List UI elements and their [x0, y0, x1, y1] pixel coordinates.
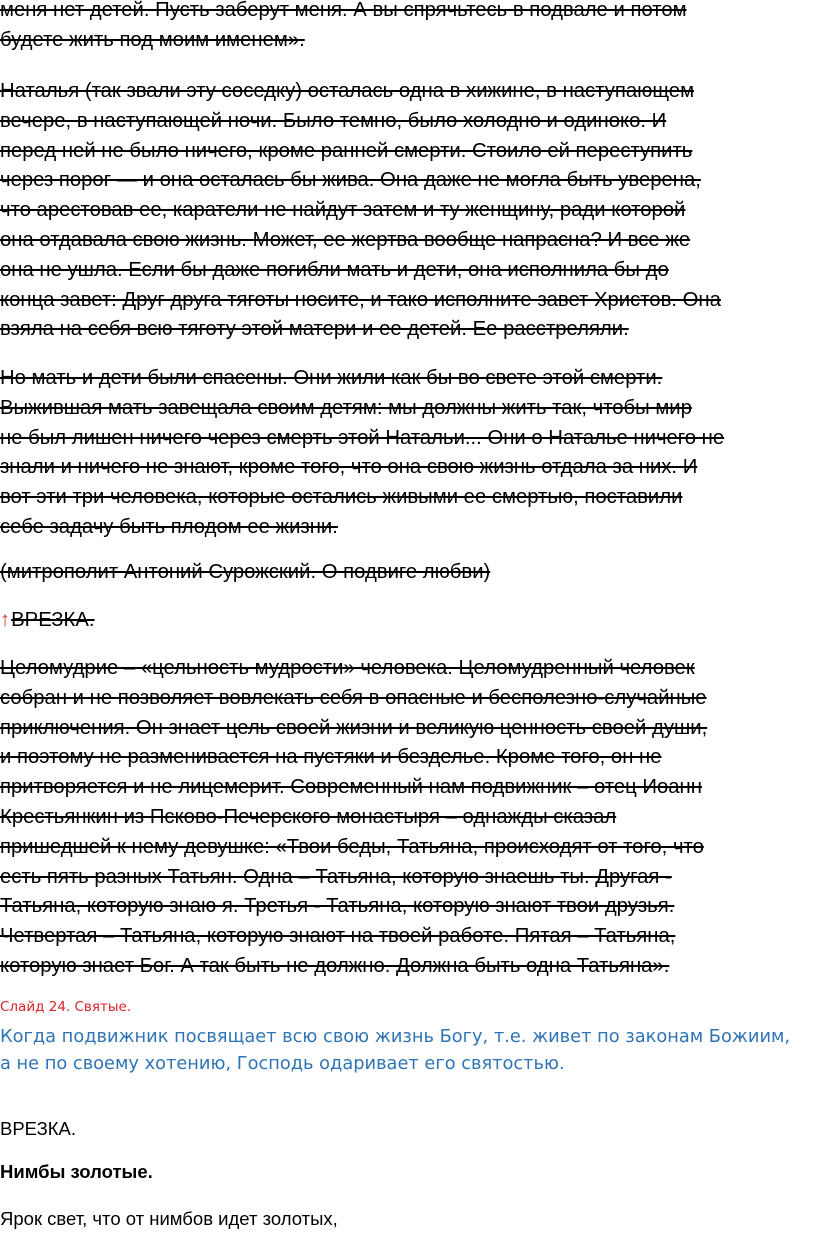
text-line: собран и не позволяет вовлекать себя в опасные и бесполезно-случайные: [0, 686, 707, 709]
insert-label: ВРЕЗКА.: [11, 609, 95, 631]
text-line: вечере, в наступающей ночи. Было темно, было холодно и одиноко. И: [0, 109, 667, 132]
text-line: меня нет детей. Пусть заберут меня. А вы спрячьтесь в подвале и потом: [0, 0, 687, 21]
text-line: конца завет: Друг друга тяготы носите, и тако исполните завет Христов. Она: [0, 288, 721, 311]
text-line: перед ней не было ничего, кроме ранней смерти. Стоило ей переступить: [0, 139, 693, 162]
text-line: есть пять разных Татьян. Одна – Татьяна, которую знаешь ты. Другая -: [0, 865, 672, 888]
text-line: Крестьянкин из Псково-Печерского монастыря – однажды сказал: [0, 805, 617, 828]
text-line: она отдавала свою жизнь. Может, ее жертва вообще напрасна? И все же: [0, 228, 691, 251]
text-line: через порог — и она осталась бы жива. Она даже не могла быть уверена,: [0, 169, 701, 192]
text-line: не был лишен ничего через смерть этой Натальи... Они о Наталье ничего не: [0, 426, 725, 449]
text-line: она не ушла. Если бы даже погибли мать и дети, она исполнила бы до: [0, 258, 669, 281]
text-line: знали и ничего не знают, кроме того, что она свою жизнь отдала за них. И: [0, 456, 698, 479]
paragraph-intro-end: [0, 0, 816, 56]
text-line: Наталья (так звали эту соседку) осталась одна в хижине, в наступающем: [0, 80, 695, 102]
caption-line: Когда подвижник посвящает всю свою жизнь Богу, т.е. живет по законам Божиим,: [0, 1026, 791, 1047]
text-line: Выжившая мать завещала своим детям: мы должны жить так, чтобы мир: [0, 396, 692, 419]
text-line: Четвертая – Татьяна, которую знают на твоей работе. Пятая – Татьяна,: [0, 925, 676, 948]
text-line: притворяется и не лицемерит. Современный нам подвижник – отец Иоанн: [0, 776, 702, 799]
poem-first-line: Ярок свет, что от нимбов идет золотых,: [0, 1208, 338, 1229]
text-line: что арестовав ее, каратели не найдут затем и ту женщину, ради которой: [0, 199, 686, 222]
caption-line: а не по своему хотению, Господь одаривает его святостью.: [0, 1053, 565, 1074]
text-line: вот эти три человека, которые остались живыми ее смертью, поставили: [0, 486, 683, 509]
paragraph-natalya: [0, 77, 816, 345]
paragraph-mother-children: [0, 364, 816, 543]
text-line: и поэтому не разменивается на пустяки и безделье. Кроме того, он не: [0, 746, 662, 769]
slide-label: Слайд 24. Святые.: [0, 999, 132, 1015]
arrow-up-icon: ↑: [0, 609, 11, 631]
poem-title: Нимбы золотые.: [0, 1161, 153, 1182]
insert-marker: [0, 606, 816, 636]
citation-text: (митрополит Антоний Сурожский. О подвиге любви): [0, 561, 491, 583]
paragraph-chastity: [0, 654, 816, 982]
text-line: пришедшей к нему девушке: «Твои беды, Татьяна, происходят от того, что: [0, 835, 704, 858]
text-line: себе задачу быть плодом ее жизни.: [0, 515, 338, 538]
insert-heading: ВРЕЗКА.: [0, 1118, 77, 1139]
slide-caption: [0, 1023, 816, 1077]
text-line: взяла на себя всю тяготу этой матери и ее детей. Ее расстреляли.: [0, 318, 629, 341]
text-line: будете жить под моим именем».: [0, 28, 305, 51]
text-line: Целомудрие – «цельность мудрости» человека. Целомудренный человек: [0, 657, 695, 679]
text-line: которую знает Бог. А так быть не должно. Должна быть одна Татьяна».: [0, 954, 670, 977]
text-line: Но мать и дети были спасены. Они жили как бы во свете этой смерти.: [0, 367, 663, 389]
text-line: Татьяна, которую знаю я. Третья - Татьяна, которую знают твои друзья.: [0, 895, 675, 918]
text-line: приключения. Он знает цель своей жизни и великую ценность своей души,: [0, 716, 708, 739]
citation-reference: [0, 558, 816, 588]
